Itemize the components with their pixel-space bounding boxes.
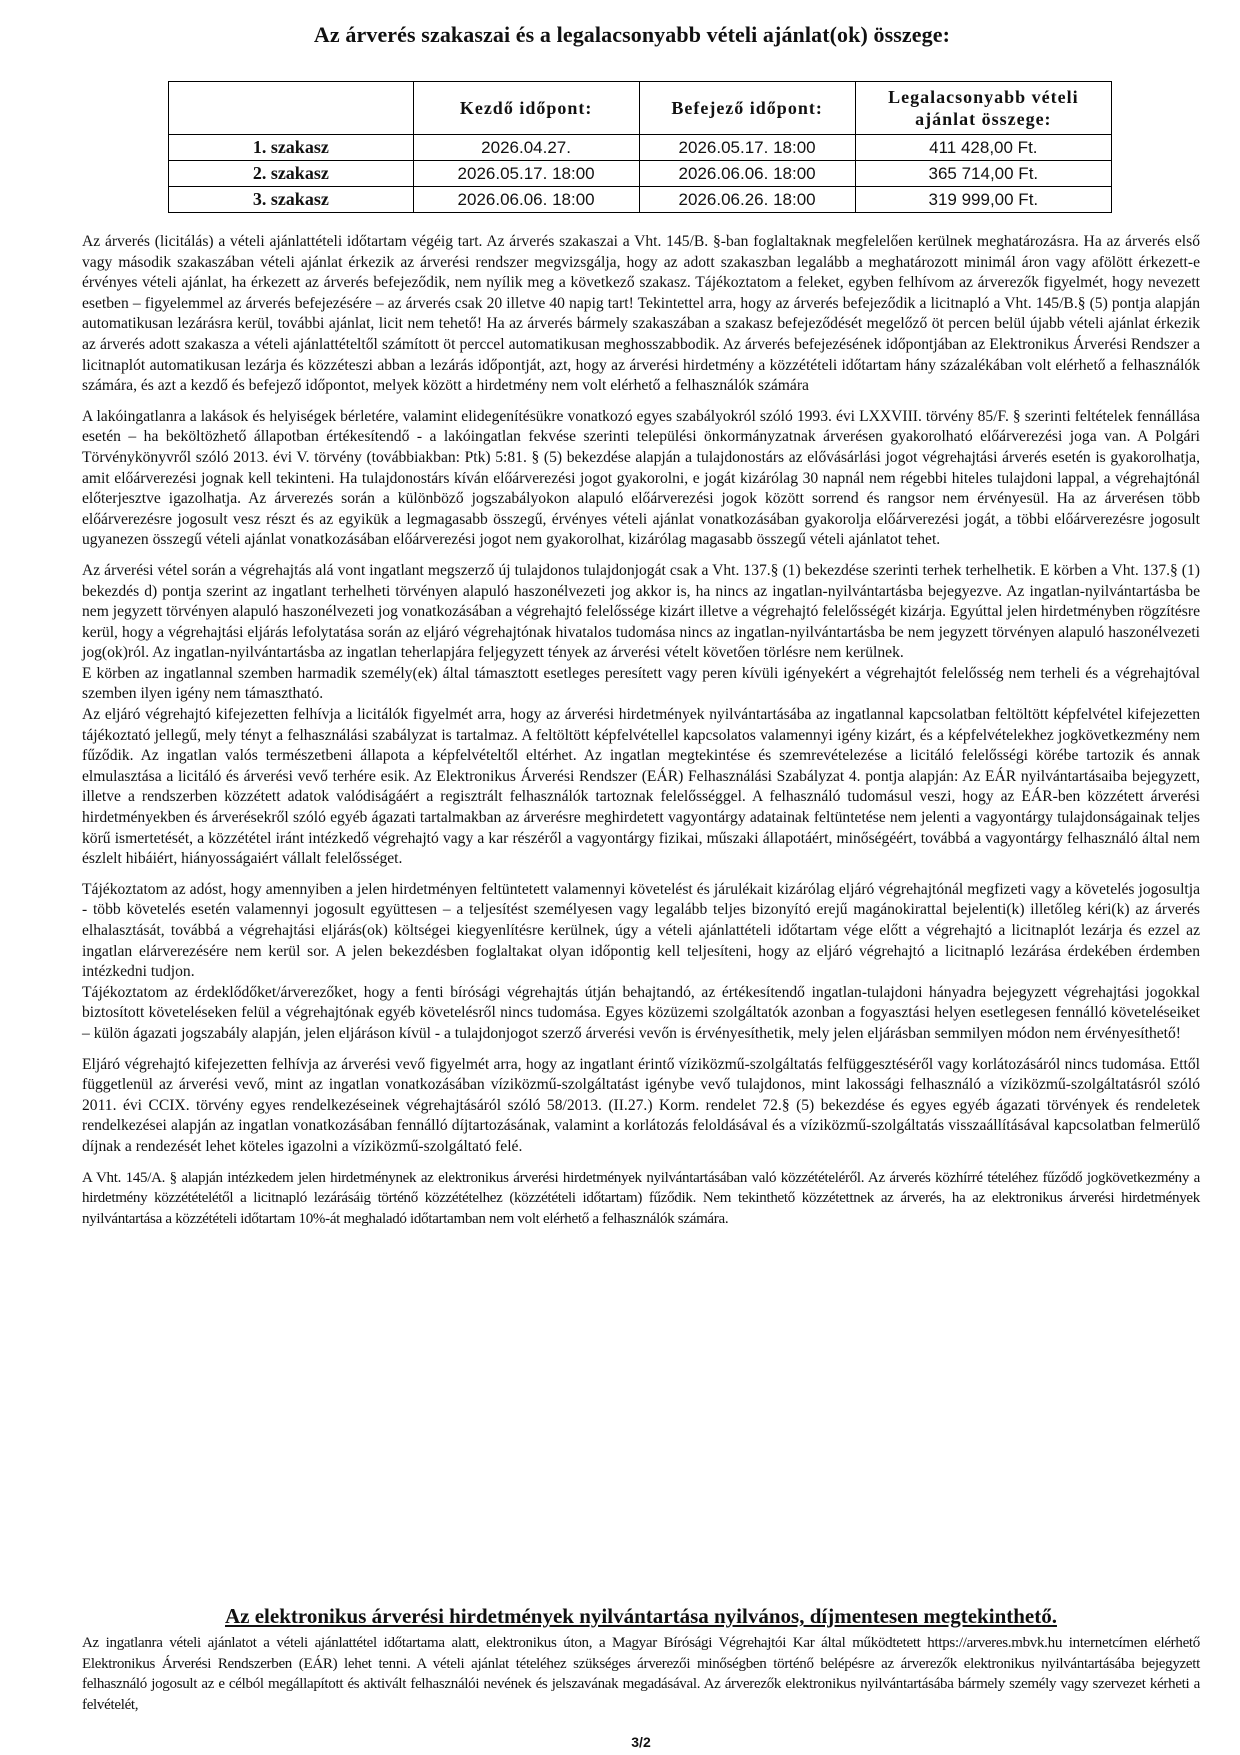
stage-label: 1. szakasz — [169, 135, 414, 161]
table-row — [169, 187, 1112, 213]
final-text — [82, 1633, 1200, 1715]
body-text — [82, 232, 1200, 1229]
stage-end: 2026.06.26. 18:00 — [639, 187, 855, 213]
stage-start: 2026.05.17. 18:00 — [413, 161, 639, 187]
table-header-empty — [169, 82, 414, 135]
table-row — [169, 135, 1112, 161]
stage-end: 2026.05.17. 18:00 — [639, 135, 855, 161]
paragraph-photos-disclaimer: Az eljáró végrehajtó kifejezetten felhívja a licitálók figyelmét arra, hogy az árverési hirdetmények nyilvántartásába az ingatlannal kapcsolatban feltöltött képfelvétel kifejezetten tájékoztató jellegű, mely tényt a felhasználási szabályzat is tartalmaz. A feltöltött képfelvétellel kapcsolatos valamennyi igény kizárt, és a képfelvételekhez jogkövetkezmény nem fűződik. Az ingatlan valós természetbeni állapota a képfelvételtől eltérhet. Az ingatlan megtekintése és szemrevételezése a licitáló felelősségi körébe tartozik és annak elmulasztása a licitáló és árverési vevő terhére esik. Az Elektronikus Árverési Rendszer (EÁR) Felhasználási Szabályzat 4. pontja alapján: Az EÁR nyilvántartásaiba bejegyzett, illetve a rendszerben közzétett adatok valódiságáért a regisztrált felhasználók tartoznak felelősséggel. A felhasználó tudomásul veszi, hogy az EÁR-ben közzétett árverési hirdetményekben és árverésekről szóló egyéb ágazati tartalmakban az árverésre meghirdetett vagyontárgy adatainak feltüntetése nem jelenti a vagyontárgy tulajdonságainak teljes körű ismertetését, a közzététel iránt intézkedő végrehajtó vagy a kar részéről a vagyontárgy fizikai, műszaki állapotáért, minőségéért, továbbá a vagyontárgy felhasználó által nem észlelt hibáiért, hiányosságaiért vállalt felelősséget. — [82, 706, 1200, 868]
paragraph-publication: A Vht. 145/A. § alapján intézkedem jelen hirdetménynek az elektronikus árverési hirdetmények nyilvántartásában való közzétételéről. Az árverés közhírré tételéhez fűződő jogkövetkezmény a hirdetmény közzétételétől a licitnapló lezárásáig történő közzétételhez (közzétételi időtartam) fűződik. Nem tekinthető közzétettnek az árverés, ha az elektronikus árverési hirdetmények nyilvántartása a közzétételi időtartam 10%-át meghaladó időtartamban nem volt elérhető a felhasználók számára. — [82, 1169, 1200, 1227]
stage-start: 2026.06.06. 18:00 — [413, 187, 639, 213]
table-header-min-bid: Legalacsonyabb vételi ajánlat összege: — [855, 82, 1111, 135]
stage-start: 2026.04.27. — [413, 135, 639, 161]
paragraph-water-service: Eljáró végrehajtó kifejezetten felhívja az árverési vevő figyelmét arra, hogy az ingatlant érintő víziközmű-szolgáltatás felfüggesztéséről vagy korlátozásáról nincs tudomása. Ettől függetlenül az árverési vevő, mint az ingatlan vonatkozásában víziközmű-szolgáltatást igénybe vevő tulajdonos, mint lakossági felhasználó a víziközmű-szolgáltatásról szóló 2011. évi CCIX. törvény egyes rendelkezéseinek végrehajtásáról szóló 58/2013. (II.27.) Korm. rendelet 72.§ (5) bekezdése és egyes egyéb ágazati törvények és rendeletek rendelkezései alapján az ingatlan vonatkozásában fennálló díjtartozásának, valamint a korlátozás feloldásával és a víziközmű-szolgáltatás visszaállításával kapcsolatban felmerülő díjnak a rendezését lehet köteles igazolni a víziközmű-szolgáltató felé. — [82, 1055, 1200, 1155]
paragraph-third-party-claims: E körben az ingatlannal szemben harmadik személy(ek) által támasztott esetleges peresített vagy peren kívüli igényekért a végrehajtót felelősség nem terheli és a végrehajtóval szemben ilyen igény nem támasztható. — [82, 664, 1200, 703]
table-header-end: Befejező időpont: — [639, 82, 855, 135]
paragraph-auction-duration: Az árverés (licitálás) a vételi ajánlattételi időtartam végéig tart. Az árverés szakaszai a Vht. 145/B. §-ban foglaltaknak megfelelően kerülnek meghatározásra. Ha az árverés első vagy második szakaszában vételi ajánlat érkezik az árverési rendszer megvizsgálja, hogy az adott szakaszban legalább a meghatározott minimál áron vagy afölött érkezett-e érvényes vételi ajánlat, ha érkezett az árverés befejeződik, nem nyílik meg a következő szakasz. Tájékoztatom a feleket, egyben felhívom az árverezők figyelmét, hogy nevezett esetben – figyelemmel az árverés befejezésére – az árverés csak 20 illetve 40 napig tart! Tekintettel arra, hogy az árverés befejeződik a licitnapló a Vht. 145/B.§ (5) pontja alapján automatikusan lezárásra kerül, további ajánlat, licit nem tehető! Ha az árverés bármely szakaszában a szakasz befejeződését megelőző öt percen belül újabb vételi ajánlat érkezik az árverés adott szakasza a vételi ajánlattételtől számított öt perccel automatikusan meghosszabbodik. Az árverés befejezésének időpontjában az Elektronikus Árverési Rendszer a licitnaplót automatikusan lezárja és közzéteszi abban a lezárás időpontját, azt, hogy az árverési hirdetmény a közzétételi időtartam hány százalékában volt elérhető a felhasználók számára, és azt a kezdő és befejező időpontot, melyek között a hirdetmény nem volt elérhető a felhasználók számára — [82, 233, 1200, 395]
paragraph-pre-emption: A lakóingatlanra a lakások és helyiségek bérletére, valamint elidegenítésükre vonatkozó egyes szabályokról szóló 1993. évi LXXVIII. törvény 85/F. § szerinti feltételek fennállása esetén – ha beköltözhető állapotban értékesítendő - a lakóingatlan fekvése szerinti települési önkormányzatnak árverésen gyakorolható előárverezési joga van. A Polgári Törvénykönyvről szóló 2013. évi V. törvény (továbbiakban: Ptk) 5:81. § (5) bekezdése alapján a tulajdonostárs az elővásárlási jogot végrehajtási árverés esetén is gyakorolhatja, amit előárverezési jognak kell tekinteni. Ha tulajdonostárs kíván előárverezési jogot gyakorolni, e jogát kizárólag 30 napnál nem régebbi hiteles tulajdoni lappal, a végrehajtónál előterjesztve igazolhatja. Az árverezés során a különböző jogszabályokon alapuló előárverezési jogok között sorrend és rangsor nem érvényesül. Ha az árverésen több előárverezésre jogosult vesz részt és az egyikük a legmagasabb összegű, érvényes vételi ajánlat vonatkozásában gyakorolja előárverezési jogát, a többi előárverezésre jogosult ugyanezen összegű vételi ajánlat vonatkozásában előárverezési jogot nem gyakorolhat, kizárólag magasabb összegű vételi ajánlatot tehet. — [82, 407, 1200, 549]
paragraph-encumbrances: Az árverési vétel során a végrehajtás alá vont ingatlant megszerző új tulajdonos tulajdonjogát csak a Vht. 137.§ (1) bekezdése szerinti terhek terhelhetik. E körben a Vht. 137.§ (1) bekezdés d) pontja szerint az ingatlant terhelheti törvényen alapuló haszonélvezeti jog akkor is, ha nincs az ingatlan-nyilvántartásba bejegyezve. Az ingatlan-nyilvántartásba be nem jegyzett törvényen alapuló haszonélvezeti jog vonatkozásában a végrehajtó felelőssége kizárt illetve a végrehajtó felelősségét kizárja. Egyúttal jelen hirdetményben rögzítésre kerül, hogy a végrehajtási eljárás lefolytatása során az eljáró végrehajtónak hivatalos tudomása nincs az ingatlan-nyilvántartásba be nem jegyzett törvényen alapuló haszonélvezeti jog(ok)ról. Az ingatlan-nyilvántartásba az ingatlan teherlapjára feljegyzett tények az árverési vételt követően törlésre nem kerülnek. — [82, 561, 1200, 662]
page-title: Az árverés szakaszai és a legalacsonyabb vételi ajánlat(ok) összege: — [313, 22, 951, 47]
paragraph-bidding-instructions: Az ingatlanra vételi ajánlatot a vételi ajánlattétel időtartama alatt, elektronikus úton, a Magyar Bírósági Végrehajtói Kar által működtetett https://arveres.mbvk.hu internetcímen elérhető Elektronikus Árverési Rendszerben (EÁR) lehet tenni. A vételi ajánlat tételéhez szükséges árverezői minőségben történő belépésre az árverezők elektronikus nyilvántartásába bejegyzett felhasználó jogosult az e célból megállapított és aktivált felhasználói nevének és jelszavának megadásával. Az árverezők elektronikus nyilvántartásába bármely személy vagy szervezet kérheti a felvételét, — [82, 1635, 1200, 1713]
table-header-start: Kezdő időpont: — [413, 82, 639, 135]
stage-label: 3. szakasz — [169, 187, 414, 213]
paragraph-utility-claims: Tájékoztatom az érdeklődőket/árverezőket, hogy a fenti bírósági végrehajtás útján behajtandó, az értékesítendő ingatlan-tulajdoni hányadra bejegyzett végrehajtási jogokkal biztosított követeléseken felül a végrehajtónak egyéb követelésről nincs tudomása. Egyes közüzemi szolgáltatók azonban a fogyasztási helyen esetlegesen fennálló követeléseiket – külön ágazati jogszabály alapján, jelen eljáráson kívül - a tulajdonjogot szerző árverési vevőn is érvényesíthetik, mely jelen eljárásban semmilyen módon nem érvényesíthető! — [82, 983, 1200, 1042]
stage-min-bid: 319 999,00 Ft. — [855, 187, 1111, 213]
stage-label: 2. szakasz — [169, 161, 414, 187]
table-header-row — [169, 82, 1112, 135]
page-number: 3/2 — [631, 1734, 651, 1750]
stage-min-bid: 365 714,00 Ft. — [855, 161, 1111, 187]
auction-stages-table — [168, 81, 1112, 213]
notice-heading: Az elektronikus árverési hirdetmények nyilvántartása nyilvános, díjmentesen megtekinthető. — [225, 1604, 1057, 1628]
table-row — [169, 161, 1112, 187]
stage-end: 2026.06.06. 18:00 — [639, 161, 855, 187]
stage-min-bid: 411 428,00 Ft. — [855, 135, 1111, 161]
paragraph-debtor-notice: Tájékoztatom az adóst, hogy amennyiben a jelen hirdetményen feltüntetett valamennyi követelést és járulékait kizárólag eljáró végrehajtónál megfizeti vagy a követelés jogosultja - több követelés esetén valamennyi jogosult együttesen – a teljesítést személyesen vagy legalább teljes bizonyító erejű magánokirattal bejelenti(k) illetőleg kéri(k) az árverés elhalasztását, továbbá a végrehajtási eljárás(ok) költségei kiegyenlítésre kerülnek, úgy a vételi ajánlattételi időtartam vége előtt a végrehajtó a licitnaplót lezárja és ezzel az ingatlan elárverezésére nem kerül sor. A jelen bekezdésben foglaltakat olyan időpontig kell teljesíteni, hogy az eljáró végrehajtó a licitnapló lezárása érdekében érdemben intézkedni tudjon. — [82, 880, 1200, 981]
